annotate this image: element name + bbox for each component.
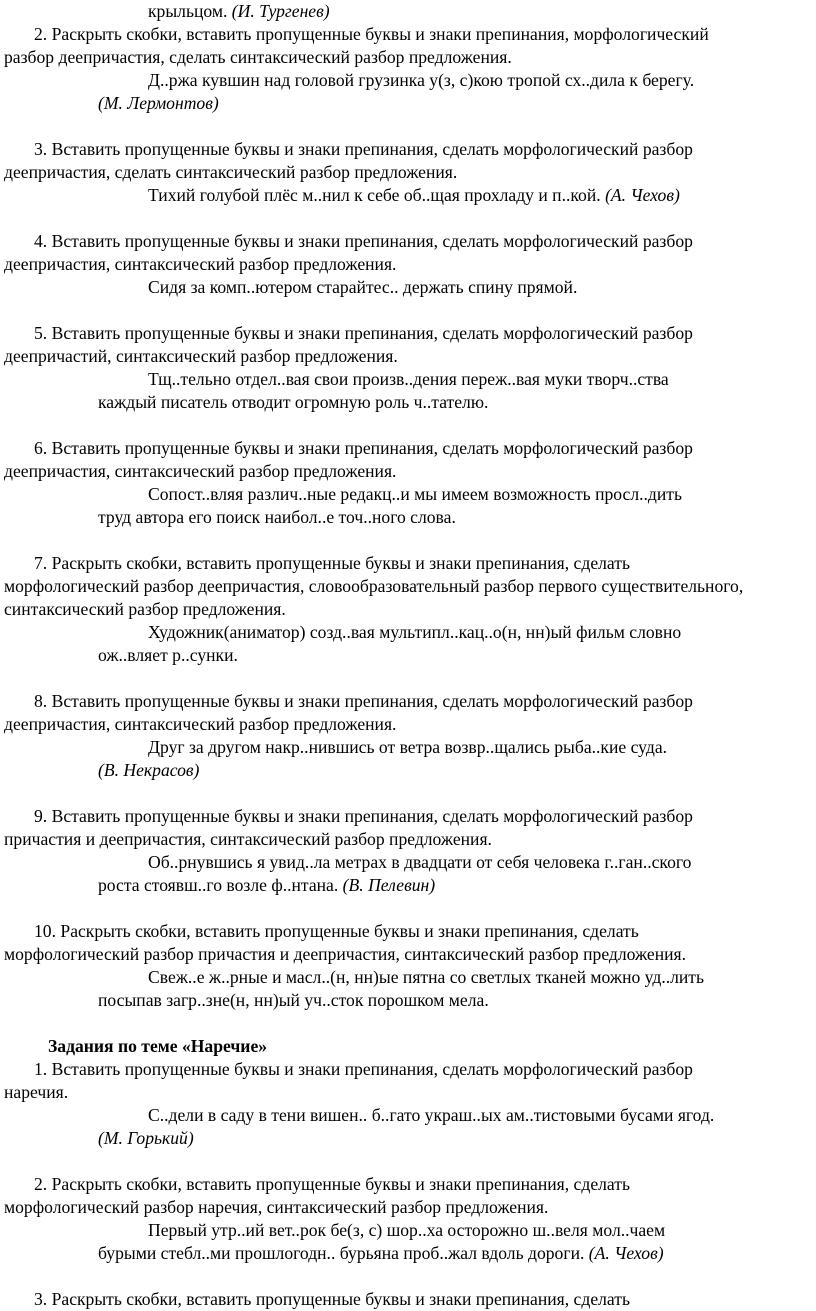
- task-instruction-cont: причастия и деепричастия, синтаксический разбор предложения.: [4, 829, 492, 849]
- task-number: 4.: [34, 231, 48, 251]
- task-10: [4, 920, 814, 1012]
- task-instruction: [4, 552, 814, 575]
- task-number: 3.: [34, 139, 48, 159]
- instruction-text: Вставить пропущенные буквы и знаки препинания, сделать морфологический разбор: [51, 438, 693, 458]
- task-instruction: [4, 920, 814, 943]
- task-instruction: [4, 1173, 814, 1196]
- task-sentence-cont: посыпав загр..зне(н, нн)ый уч..сток порошком мела.: [98, 990, 489, 1010]
- task-7: [4, 552, 814, 667]
- instruction-text: Вставить пропущенные буквы и знаки препинания, сделать морфологический разбор: [51, 139, 693, 159]
- task-number: 6.: [34, 438, 48, 458]
- task-instruction-cont: деепричастия, синтаксический разбор предложения.: [4, 254, 397, 274]
- task-number: 3.: [34, 1289, 48, 1309]
- task-sentence-cont: ож..вляет р..сунки.: [98, 645, 238, 665]
- task-author: (М. Горький): [98, 1128, 194, 1148]
- task-sentence: Сопост..вляя различ..ные редакц..и мы имеем возможность просл..дить: [148, 484, 683, 504]
- adverb-task-2: [4, 1173, 814, 1265]
- task-instruction: [4, 690, 814, 713]
- instruction-text: Раскрыть скобки, вставить пропущенные буквы и знаки препинания, сделать: [60, 921, 639, 941]
- task-sentence-cont: каждый писатель отводит огромную роль ч..тателю.: [98, 392, 489, 412]
- task-sentence: Первый утр..ий вет..рок бе(з, с) шор..ха осторожно ш..веля мол..чаем: [148, 1220, 666, 1240]
- task-instruction-cont: деепричастия, синтаксический разбор предложения.: [4, 714, 397, 734]
- task-instruction: [4, 1288, 814, 1311]
- instruction-text: Раскрыть скобки, вставить пропущенные буквы и знаки препинания, сделать: [51, 1289, 630, 1309]
- task-instruction-cont: морфологический разбор причастия и деепричастия, синтаксический разбор предложения.: [4, 944, 687, 964]
- task-sentence-cont: [4, 1242, 814, 1265]
- task-6: [4, 437, 814, 529]
- task-sentence: С..дели в саду в тени вишен.. б..гато украш..ых ам..тистовыми бусами ягод.: [148, 1105, 715, 1125]
- task-number: 9.: [34, 806, 48, 826]
- sentence-text: роста стоявш..го возле ф..нтана.: [98, 875, 339, 895]
- task-author: (М. Лермонтов): [98, 93, 219, 113]
- task-sentence-cont: труд автора его поиск наибол..е точ..ного слова.: [98, 507, 456, 527]
- task-instruction: [4, 138, 814, 161]
- carryover-line: [4, 0, 814, 23]
- task-number: 2.: [34, 24, 48, 44]
- task-sentence: Д..ржа кувшин над головой грузинка у(з, с)кою тропой сх..дила к берегу.: [148, 70, 695, 90]
- task-instruction: [4, 1058, 814, 1081]
- instruction-text: Вставить пропущенные буквы и знаки препинания, сделать морфологический разбор: [51, 1059, 693, 1079]
- task-author: (В. Пелевин): [342, 875, 436, 895]
- sentence-text: Тихий голубой плёс м..нил к себе об..щая прохладу и п..кой.: [148, 185, 601, 205]
- task-instruction-cont: разбор деепричастия, сделать синтаксический разбор предложения.: [4, 47, 512, 67]
- task-number: 5.: [34, 323, 48, 343]
- task-instruction-cont: деепричастия, синтаксический разбор предложения.: [4, 461, 397, 481]
- task-sentence: Друг за другом накр..нившись от ветра возвр..щались рыба..кие суда.: [148, 737, 668, 757]
- task-instruction: [4, 805, 814, 828]
- task-instruction: [4, 23, 814, 46]
- instruction-text: Раскрыть скобки, вставить пропущенные буквы и знаки препинания, морфологический: [51, 24, 709, 44]
- task-sentence: [4, 184, 814, 207]
- task-sentence: Художник(аниматор) созд..вая мультипл..кац..о(н, нн)ый фильм словно: [148, 622, 682, 642]
- task-sentence: Тщ..тельно отдел..вая свои произв..дения переж..вая муки творч..ства: [148, 369, 669, 389]
- instruction-text: Вставить пропущенные буквы и знаки препинания, сделать морфологический разбор: [51, 691, 693, 711]
- task-instruction-cont: деепричастия, сделать синтаксический разбор предложения.: [4, 162, 458, 182]
- task-author: (В. Некрасов): [98, 760, 200, 780]
- task-number: 1.: [34, 1059, 48, 1079]
- task-8: [4, 690, 814, 782]
- task-instruction-cont: деепричастий, синтаксический разбор предложения.: [4, 346, 398, 366]
- task-number: 10.: [34, 921, 56, 941]
- document-page: [4, 0, 814, 1311]
- instruction-text: Вставить пропущенные буквы и знаки препинания, сделать морфологический разбор: [51, 323, 693, 343]
- task-instruction-cont: морфологический разбор деепричастия, словообразовательный разбор первого существительного,: [4, 576, 744, 596]
- task-instruction: [4, 437, 814, 460]
- task-number: 2.: [34, 1174, 48, 1194]
- task-number: 7.: [34, 553, 48, 573]
- task-5: [4, 322, 814, 414]
- section-heading: Задания по теме «Наречие»: [48, 1036, 268, 1056]
- adverb-task-1: [4, 1058, 814, 1150]
- task-author: (А. Чехов): [588, 1243, 664, 1263]
- task-number: 8.: [34, 691, 48, 711]
- task-2: [4, 23, 814, 115]
- task-instruction: [4, 322, 814, 345]
- task-sentence: Сидя за комп..ютером старайтес.. держать спину прямой.: [148, 277, 578, 297]
- task-instruction: [4, 230, 814, 253]
- task-sentence: Свеж..е ж..рные и масл..(н, нн)ые пятна со светлых тканей можно уд..лить: [148, 967, 705, 987]
- task-3: [4, 138, 814, 207]
- carryover-text: крыльцом.: [148, 1, 228, 21]
- adverb-task-3: [4, 1288, 814, 1311]
- task-instruction-cont: наречия.: [4, 1082, 69, 1102]
- carryover-author: (И. Тургенев): [231, 1, 330, 21]
- task-4: [4, 230, 814, 299]
- instruction-text: Вставить пропущенные буквы и знаки препинания, сделать морфологический разбор: [51, 806, 693, 826]
- task-sentence-cont: [4, 874, 814, 897]
- task-sentence: Об..рнувшись я увид..ла метрах в двадцати от себя человека г..ган..ского: [148, 852, 692, 872]
- task-author: (А. Чехов): [605, 185, 680, 205]
- task-instruction-cont: синтаксический разбор предложения.: [4, 599, 286, 619]
- instruction-text: Раскрыть скобки, вставить пропущенные буквы и знаки препинания, сделать: [51, 553, 630, 573]
- instruction-text: Вставить пропущенные буквы и знаки препинания, сделать морфологический разбор: [51, 231, 693, 251]
- task-instruction-cont: морфологический разбор наречия, синтаксический разбор предложения.: [4, 1197, 549, 1217]
- sentence-text: бурыми стебл..ми прошлогодн.. бурьяна проб..жал вдоль дороги.: [98, 1243, 585, 1263]
- instruction-text: Раскрыть скобки, вставить пропущенные буквы и знаки препинания, сделать: [51, 1174, 630, 1194]
- task-9: [4, 805, 814, 897]
